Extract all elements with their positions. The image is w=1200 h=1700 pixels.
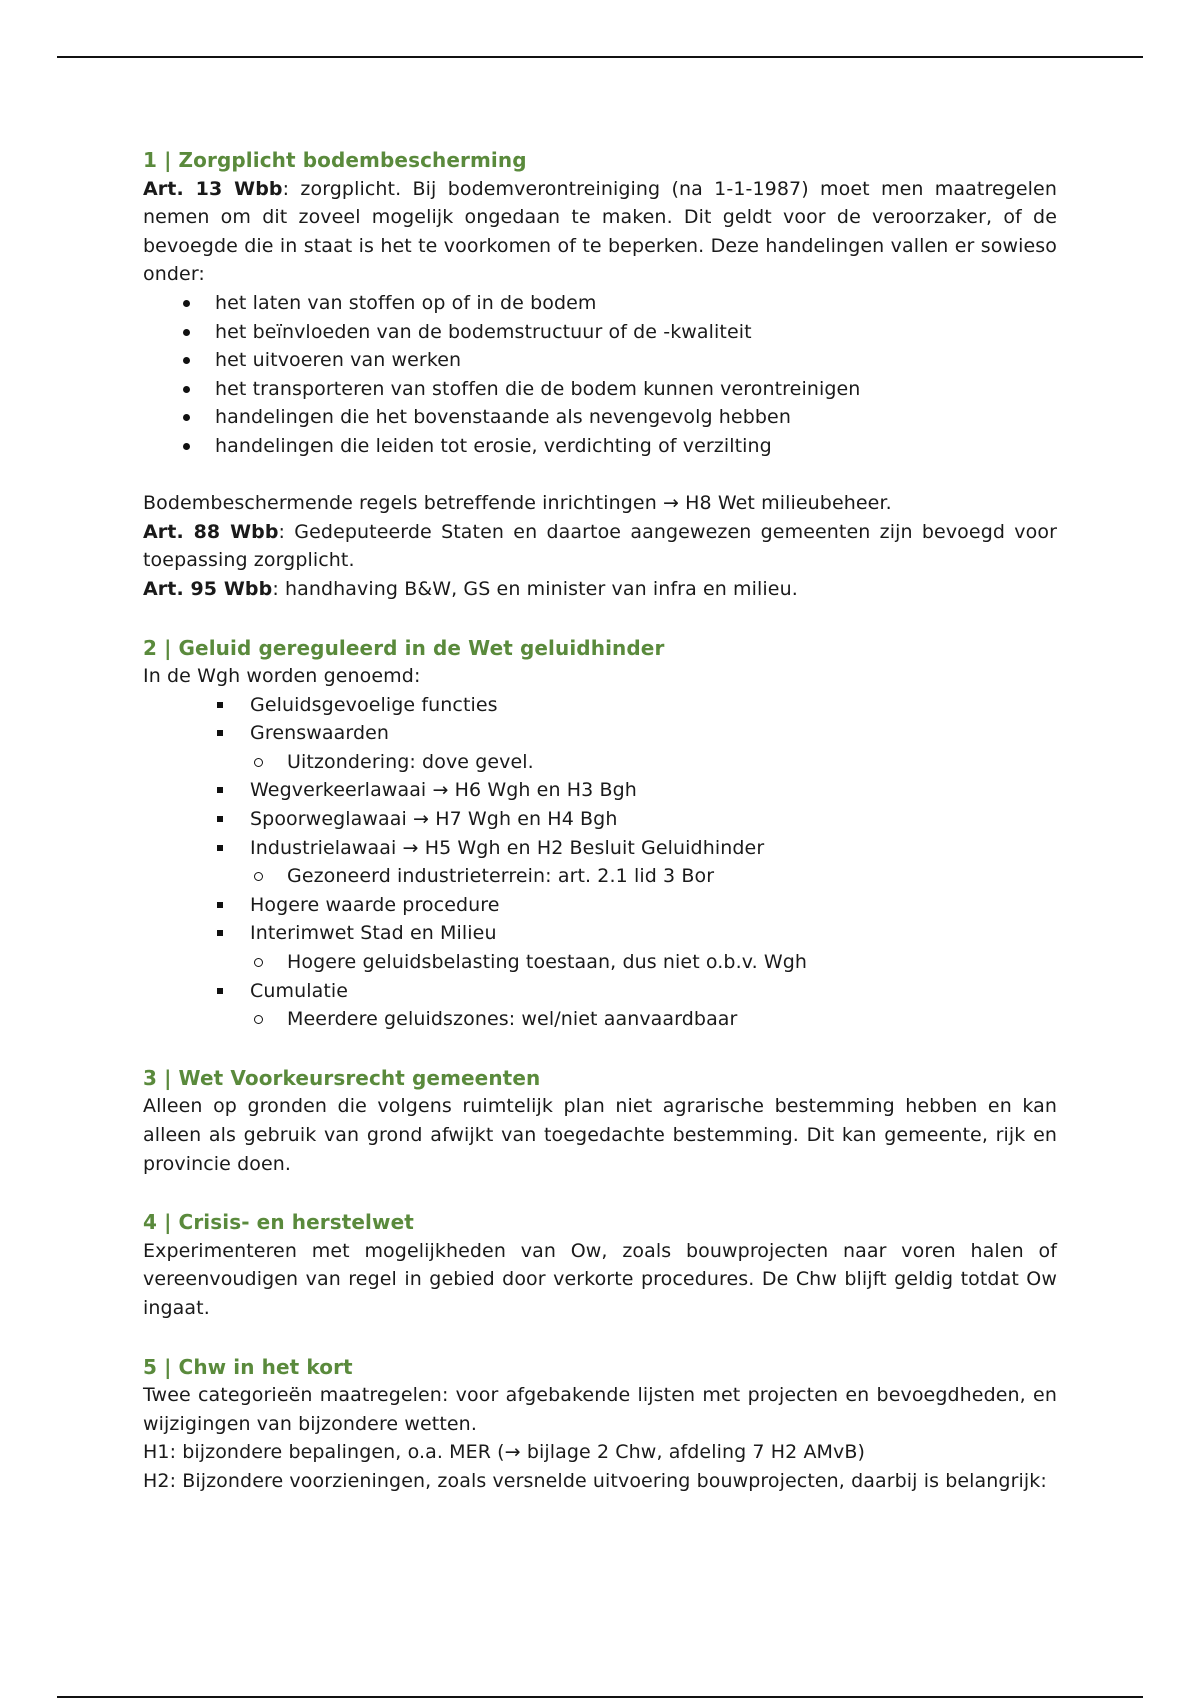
section-heading: 1 | Zorgplicht bodembescherming bbox=[143, 148, 527, 172]
paragraph bbox=[143, 575, 1057, 604]
sub-list-item: Uitzondering: dove gevel. bbox=[143, 748, 1057, 777]
list-item: Grenswaarden bbox=[143, 719, 1057, 748]
sub-list-item: Gezoneerd industrieterrein: art. 2.1 lid 3 Bor bbox=[143, 862, 1057, 891]
section-heading: 4 | Crisis- en herstelwet bbox=[143, 1210, 414, 1235]
article-ref: Art. 95 Wbb bbox=[143, 577, 273, 600]
nested-list bbox=[143, 691, 1057, 1034]
list-item: handelingen die leiden tot erosie, verdichting of verzilting bbox=[143, 432, 1057, 461]
list-item: Geluidsgevoelige functies bbox=[143, 691, 1057, 720]
list-item: Spoorweglawaai → H7 Wgh en H4 Bgh bbox=[143, 805, 1057, 834]
section-voorkeursrecht bbox=[143, 1064, 1057, 1178]
bullet-list bbox=[143, 289, 1057, 461]
section-heading: 2 | Geluid gereguleerd in de Wet geluidhinder bbox=[143, 635, 665, 660]
list-item: Industrielawaai → H5 Wgh en H2 Besluit Geluidhinder bbox=[143, 834, 1057, 863]
paragraph: Alleen op gronden die volgens ruimtelijk plan niet agrarische bestemming hebben en kan alleen als gebruik van grond afwijkt van toegedachte bestemming. Dit kan gemeente, rijk en provincie doen. bbox=[143, 1095, 1057, 1175]
list-item: Cumulatie bbox=[143, 977, 1057, 1006]
list-item: Hogere waarde procedure bbox=[143, 891, 1057, 920]
section-crisis-herstelwet bbox=[143, 1208, 1057, 1322]
paragraph: H1: bijzondere bepalingen, o.a. MER (→ bijlage 2 Chw, afdeling 7 H2 AMvB) bbox=[143, 1441, 866, 1464]
list-item: Wegverkeerlawaai → H6 Wgh en H3 Bgh bbox=[143, 776, 1057, 805]
paragraph: In de Wgh worden genoemd: bbox=[143, 665, 421, 688]
list-item: het laten van stoffen op of in de bodem bbox=[143, 289, 1057, 318]
article-ref: Art. 13 Wbb bbox=[143, 177, 283, 200]
paragraph bbox=[143, 518, 1057, 575]
sub-list-item: Hogere geluidsbelasting toestaan, dus niet o.b.v. Wgh bbox=[143, 948, 1057, 977]
paragraph-text: : handhaving B&W, GS en minister van infra en milieu. bbox=[272, 577, 798, 600]
article-ref: Art. 88 Wbb bbox=[143, 520, 279, 543]
list-item: het uitvoeren van werken bbox=[143, 346, 1057, 375]
paragraph: H2: Bijzondere voorzieningen, zoals versnelde uitvoering bouwprojecten, daarbij is belangrijk: bbox=[143, 1469, 1047, 1492]
footer-rule bbox=[57, 1696, 1143, 1698]
sub-list-item: Meerdere geluidszones: wel/niet aanvaardbaar bbox=[143, 1005, 1057, 1034]
paragraph-text: : zorgplicht. Bij bodemverontreiniging (na 1-1-1987) moet men maatregelen nemen om dit zoveel mogelijk ongedaan te maken. Dit geldt voor de veroorzaker, of de bevoegde die in staat is het te voorkomen of te beperken. Deze handelingen vallen er sowieso onder: bbox=[143, 177, 1057, 286]
list-item: het transporteren van stoffen die de bodem kunnen verontreinigen bbox=[143, 375, 1057, 404]
list-item: Interimwet Stad en Milieu bbox=[143, 919, 1057, 948]
section-heading: 5 | Chw in het kort bbox=[143, 1354, 353, 1379]
section-heading: 3 | Wet Voorkeursrecht gemeenten bbox=[143, 1065, 541, 1090]
list-item: het beïnvloeden van de bodemstructuur of de -kwaliteit bbox=[143, 318, 1057, 347]
section-chw-kort bbox=[143, 1353, 1057, 1496]
section-geluid bbox=[143, 634, 1057, 1034]
paragraph: Experimenteren met mogelijkheden van Ow, zoals bouwprojecten naar voren halen of vereenvoudigen van regel in gebied door verkorte procedures. De Chw blijft geldig totdat Ow ingaat. bbox=[143, 1239, 1057, 1319]
header-rule bbox=[57, 56, 1143, 58]
paragraph bbox=[143, 175, 1057, 289]
paragraph: Bodembeschermende regels betreffende inrichtingen → H8 Wet milieubeheer. bbox=[143, 492, 892, 515]
section-zorgplicht bbox=[143, 146, 1057, 604]
document-body bbox=[143, 146, 1057, 1496]
paragraph: Twee categorieën maatregelen: voor afgebakende lijsten met projecten en bevoegdheden, en wijzigingen van bijzondere wetten. bbox=[143, 1384, 1057, 1435]
paragraph-text: : Gedeputeerde Staten en daartoe aangewezen gemeenten zijn bevoegd voor toepassing zorgplicht. bbox=[143, 520, 1057, 572]
list-item: handelingen die het bovenstaande als nevengevolg hebben bbox=[143, 403, 1057, 432]
